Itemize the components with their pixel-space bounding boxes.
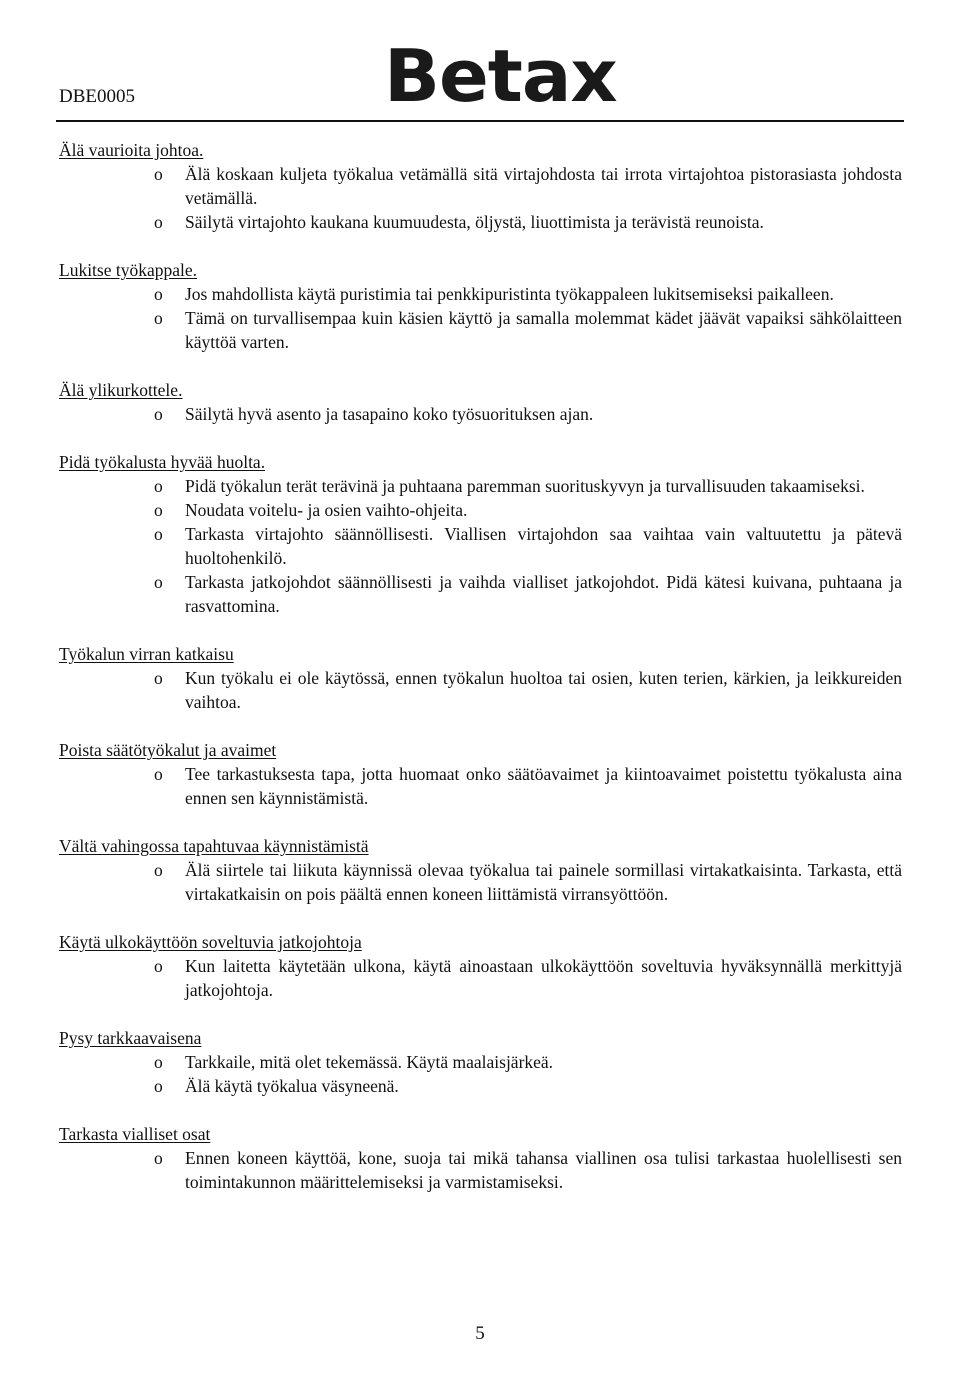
bullet-text: Säilytä hyvä asento ja tasapaino koko työsuorituksen ajan. xyxy=(185,404,594,424)
page-number: 5 xyxy=(475,1323,485,1344)
safety-section xyxy=(59,1122,902,1194)
section-heading: Pysy tarkkaavaisena xyxy=(59,1028,202,1048)
bullet-circle-icon: o xyxy=(154,164,163,184)
bullet-circle-icon: o xyxy=(154,1076,163,1096)
bullet-text: Älä käytä työkalua väsyneenä. xyxy=(185,1076,399,1096)
page-header xyxy=(0,0,960,120)
safety-section xyxy=(59,930,902,1002)
bullet-text: Tarkasta virtajohto säännöllisesti. Viallisen virtajohdon saa vaihtaa vain valtuutettu ja pätevä huoltohenkilö. xyxy=(185,524,902,568)
bullet-text: Älä koskaan kuljeta työkalua vetämällä sitä virtajohdosta tai irrota virtajohtoa pistorasiasta johdosta vetämällä. xyxy=(185,164,902,208)
section-heading: Pidä työkalusta hyvää huolta. xyxy=(59,452,266,472)
bullet-list xyxy=(59,474,902,618)
section-heading: Käytä ulkokäyttöön soveltuvia jatkojohtoja xyxy=(59,932,362,952)
safety-section xyxy=(59,834,902,906)
bullet-item xyxy=(59,210,902,234)
bullet-item xyxy=(59,474,902,498)
section-heading: Poista säätötyökalut ja avaimet xyxy=(59,740,277,760)
bullet-item xyxy=(59,570,902,618)
bullet-circle-icon: o xyxy=(154,572,163,592)
bullet-text: Kun työkalu ei ole käytössä, ennen työkalun huoltoa tai osien, kuten terien, kärkien, ja leikkureiden vaihtoa. xyxy=(185,668,902,712)
safety-section xyxy=(59,1026,902,1098)
bullet-list xyxy=(59,162,902,234)
section-heading: Älä vaurioita johtoa. xyxy=(59,140,204,160)
bullet-circle-icon: o xyxy=(154,956,163,976)
bullet-item xyxy=(59,762,902,810)
bullet-list xyxy=(59,954,902,1002)
bullet-text: Älä siirtele tai liikuta käynnissä olevaa työkalua tai painele sormillasi virtakatkaisinta. Tarkasta, että virtakatkaisin on pois päältä ennen koneen liittämistä virransyöttöön. xyxy=(185,860,902,904)
bullet-circle-icon: o xyxy=(154,404,163,424)
bullet-list xyxy=(59,762,902,810)
bullet-item xyxy=(59,282,902,306)
bullet-text: Tarkkaile, mitä olet tekemässä. Käytä maalaisjärkeä. xyxy=(185,1052,554,1072)
safety-section xyxy=(59,642,902,714)
section-heading: Tarkasta vialliset osat xyxy=(59,1124,211,1144)
bullet-item xyxy=(59,162,902,210)
bullet-item xyxy=(59,666,902,714)
bullet-text: Kun laitetta käytetään ulkona, käytä ainoastaan ulkokäyttöön soveltuvia hyväksynnällä merkittyjä jatkojohtoja. xyxy=(185,956,902,1000)
bullet-list xyxy=(59,1146,902,1194)
bullet-text: Ennen koneen käyttöä, kone, suoja tai mikä tahansa viallinen osa tulisi tarkastaa huolellisesti sen toimintakunnon määrittelemiseksi ja varmistamiseksi. xyxy=(185,1148,902,1192)
bullet-circle-icon: o xyxy=(154,524,163,544)
bullet-text: Tarkasta jatkojohdot säännöllisesti ja vaihda vialliset jatkojohdot. Pidä kätesi kuivana, puhtaana ja rasvattomina. xyxy=(185,572,902,616)
header-divider xyxy=(56,120,904,122)
bullet-text: Pidä työkalun terät terävinä ja puhtaana paremman suorituskyvyn ja turvallisuuden takaamiseksi. xyxy=(185,476,865,496)
bullet-circle-icon: o xyxy=(154,668,163,688)
bullet-item xyxy=(59,858,902,906)
bullet-list xyxy=(59,1050,902,1098)
section-heading: Vältä vahingossa tapahtuvaa käynnistämistä xyxy=(59,836,369,856)
bullet-circle-icon: o xyxy=(154,476,163,496)
section-heading: Lukitse työkappale. xyxy=(59,260,198,280)
bullet-text: Jos mahdollista käytä puristimia tai penkkipuristinta työkappaleen lukitsemiseksi paikalleen. xyxy=(185,284,834,304)
bullet-item xyxy=(59,402,902,426)
bullet-circle-icon: o xyxy=(154,764,163,784)
safety-section xyxy=(59,378,902,426)
bullet-circle-icon: o xyxy=(154,284,163,304)
bullet-circle-icon: o xyxy=(154,860,163,880)
bullet-item xyxy=(59,1146,902,1194)
bullet-list xyxy=(59,666,902,714)
bullet-item xyxy=(59,306,902,354)
safety-section xyxy=(59,258,902,354)
bullet-circle-icon: o xyxy=(154,308,163,328)
section-heading: Älä ylikurkottele. xyxy=(59,380,183,400)
bullet-circle-icon: o xyxy=(154,1148,163,1168)
betax-logo: Betax xyxy=(384,34,617,118)
safety-section xyxy=(59,738,902,810)
bullet-list xyxy=(59,402,902,426)
bullet-text: Tämä on turvallisempaa kuin käsien käyttö ja samalla molemmat kädet jäävät vapaiksi sähkölaitteen käyttöä varten. xyxy=(185,308,902,352)
bullet-text: Noudata voitelu- ja osien vaihto-ohjeita. xyxy=(185,500,468,520)
bullet-circle-icon: o xyxy=(154,1052,163,1072)
document-code: DBE0005 xyxy=(59,86,135,107)
bullet-item xyxy=(59,1050,902,1074)
bullet-item xyxy=(59,954,902,1002)
document-body xyxy=(59,138,902,1218)
bullet-list xyxy=(59,858,902,906)
section-heading: Työkalun virran katkaisu xyxy=(59,644,234,664)
bullet-circle-icon: o xyxy=(154,212,163,232)
bullet-item xyxy=(59,1074,902,1098)
bullet-item xyxy=(59,522,902,570)
bullet-text: Tee tarkastuksesta tapa, jotta huomaat onko säätöavaimet ja kiintoavaimet poistettu työkalusta aina ennen sen käynnistämistä. xyxy=(185,764,902,808)
safety-section xyxy=(59,138,902,234)
bullet-circle-icon: o xyxy=(154,500,163,520)
bullet-text: Säilytä virtajohto kaukana kuumuudesta, öljystä, liuottimista ja terävistä reunoista. xyxy=(185,212,764,232)
safety-section xyxy=(59,450,902,618)
bullet-list xyxy=(59,282,902,354)
bullet-item xyxy=(59,498,902,522)
